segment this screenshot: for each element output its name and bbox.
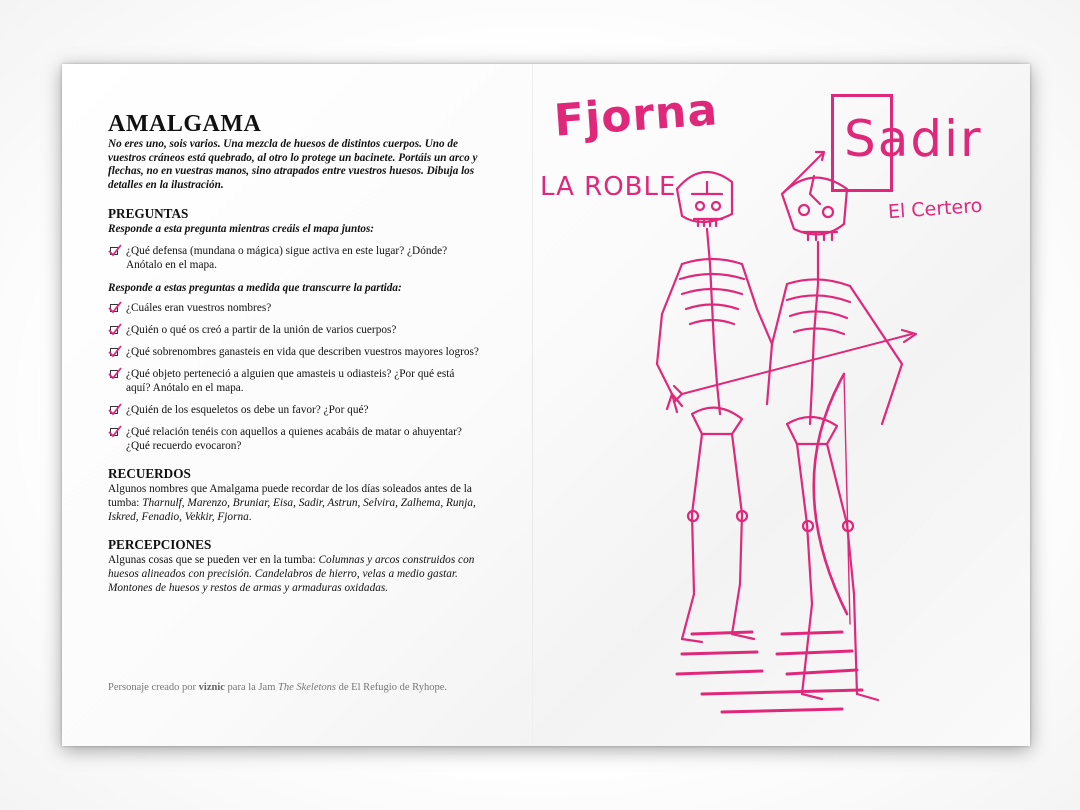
recuerdos-text [108,482,480,524]
sadir-name: Sadir [844,110,983,168]
recuerdos-names: Tharnulf, Marenzo, Bruniar, Eisa, Sadir, Astrun, Selvira, Zalhema, Runja, Iskred, Fenadio, Vekkir, Fjorna [108,497,476,524]
question-map [108,244,480,272]
checkmark-icon [108,402,122,416]
checkmark-icon [108,300,122,314]
percepciones-lead: Algunas cosas que se pueden ver en la tumba: [108,554,316,567]
map-instruction: Responde a esta pregunta mientras creáis el mapa juntos: [108,223,375,236]
credit-prefix: Personaje creado por [108,682,197,693]
percepciones-text [108,553,480,595]
credit-suffix: de El Refugio de Ryhope. [338,682,447,693]
text-column [108,110,480,595]
question-item [108,323,480,337]
question-text: ¿Quién de los esqueletos os debe un favor? ¿Por qué? [126,404,369,417]
recuerdos-lead: Algunos nombres que Amalgama puede recordar de los días soleados antes de la tumba: [108,483,472,510]
percepciones-items: Columnas y arcos construidos con huesos alineados con precisión. Candelabros de hierro, velas a medio gastar. Montones de huesos y restos de armas y armaduras oxidadas. [108,554,475,595]
sadir-epithet: El Certero [887,194,983,224]
question-text: ¿Cuáles eran vuestros nombres? [126,302,272,315]
checkmark-icon [108,424,122,438]
credit-line [108,682,447,693]
question-item [108,301,480,315]
question-item [108,425,480,453]
play-instruction: Responde a estas preguntas a medida que transcurre la partida: [108,282,402,295]
question-text: ¿Qué defensa (mundana o mágica) sigue activa en este lugar? ¿Dónde? Anótalo en el mapa. [126,245,448,272]
checkmark-icon [108,243,122,257]
credit-author: viznic [198,682,225,693]
question-item [108,345,480,359]
credit-middle: para la Jam [227,682,276,693]
question-item [108,403,480,417]
question-item [108,367,480,395]
checkmark-icon [108,366,122,380]
question-text: ¿Qué sobrenombres ganasteis en vida que describen vuestros mayores logros? [126,346,479,359]
page-title: AMALGAMA [108,111,262,137]
character-sheet [62,64,1030,746]
recuerdos-heading: RECUERDOS [108,466,191,482]
percepciones-heading: PERCEPCIONES [108,537,212,553]
ground-shading [677,632,862,712]
skeleton-illustration [582,134,982,734]
credit-jam: The Skeletons [277,682,337,693]
checkmark-icon [108,344,122,358]
question-text: ¿Quién o qué os creó a partir de la unión de varios cuerpos? [126,324,397,337]
recuerdos-end: . [248,511,252,524]
question-text: ¿Qué objeto perteneció a alguien que amasteis u odiasteis? ¿Por qué está aquí? Anótalo en el mapa. [126,368,455,395]
fjorna-epithet: LA ROBLE [540,172,677,202]
preguntas-heading: PREGUNTAS [108,206,189,222]
question-text: ¿Qué relación tenéis con aquellos a quienes acabáis de matar o ahuyentar? ¿Qué recuerdo evocaron? [126,426,462,453]
cracked-skeleton [767,176,902,700]
fold-crease [532,64,533,746]
checkmark-icon [108,322,122,336]
fjorna-name: Fjorna [552,84,720,147]
helmeted-skeleton [657,172,772,642]
intro-text: No eres uno, sois varios. Una mezcla de huesos de distintos cuerpos. Uno de vuestros cráneos está quebrado, al otro lo protege un bacinete. Portáis un arco y flechas, no en vuestras manos, sino atrapados entre vuestros huesos. Dibuja los detalles en la ilustración. [108,138,478,191]
